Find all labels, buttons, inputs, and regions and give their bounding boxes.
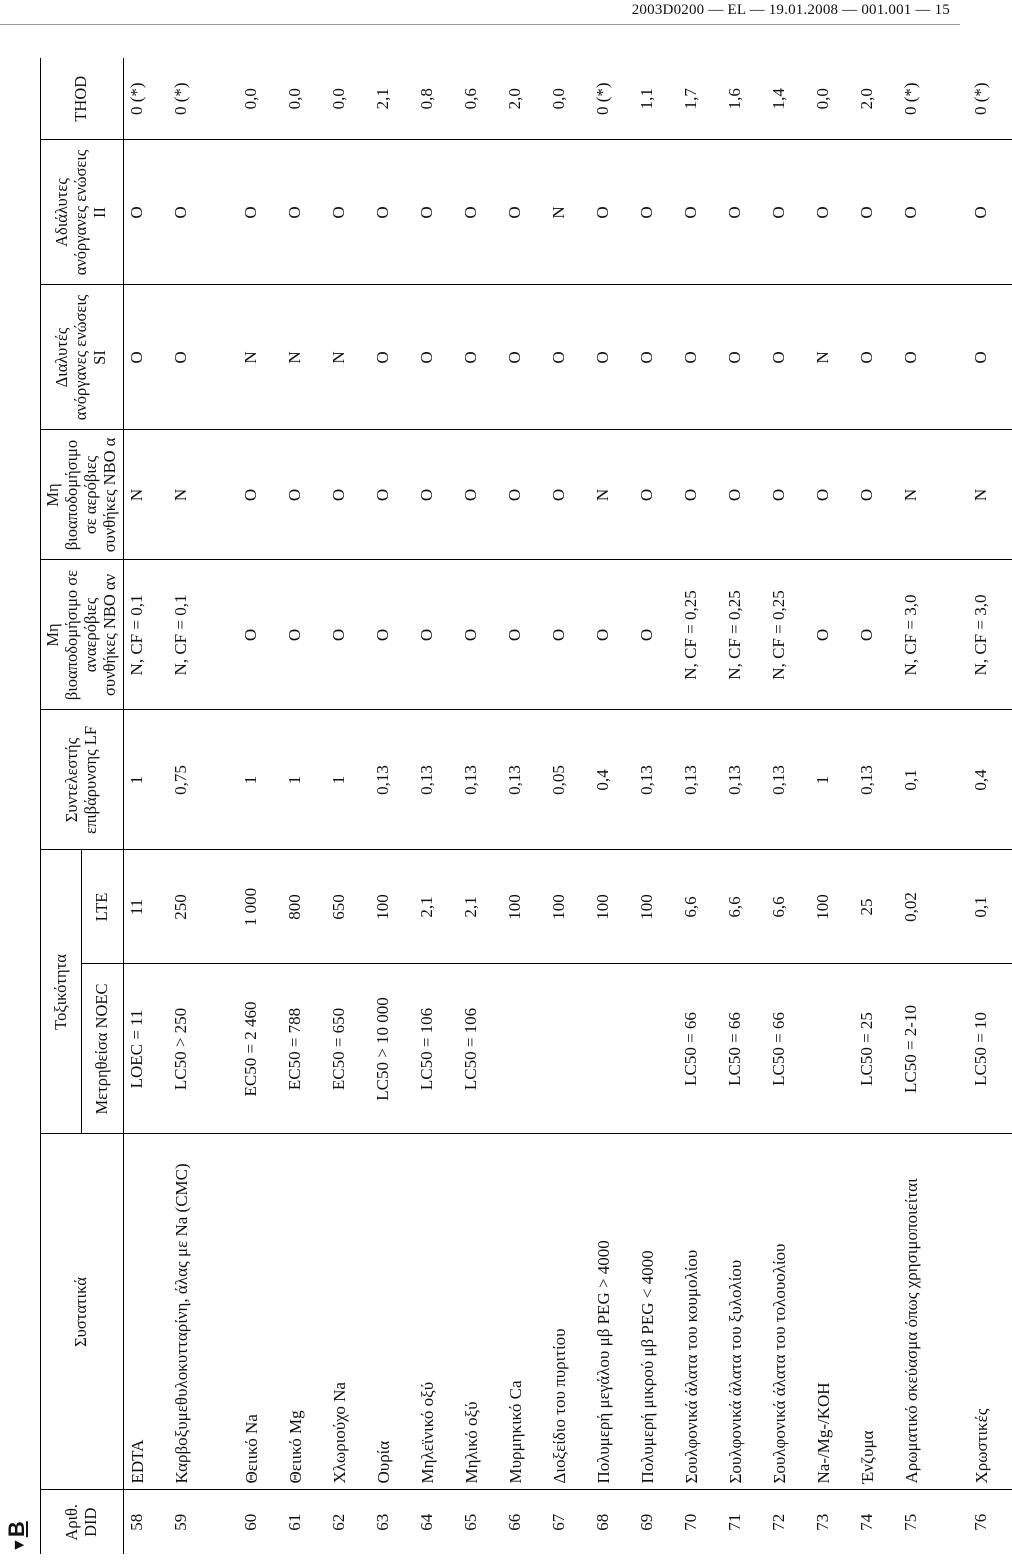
row-nbo-a: O: [238, 430, 282, 560]
row-nbo-a: O: [326, 430, 370, 560]
row-lte: 650: [326, 850, 370, 964]
row-nbo-an: O: [326, 560, 370, 710]
header-si: Διαλυτές ανόργανες ενώσεις SI: [41, 285, 124, 430]
row-lte: 0,02: [898, 850, 968, 964]
row-lte: 2,1: [414, 850, 458, 964]
row-did: 59: [170, 1513, 190, 1531]
row-lte: 2,1: [458, 850, 502, 964]
row-lf: 0,13: [634, 710, 678, 850]
row-nbo-a: N: [968, 430, 1012, 560]
table-row: [546, 58, 590, 1554]
row-lte: 800: [282, 850, 326, 964]
row-nbo-an: N, CF = 0,25: [766, 560, 810, 710]
row-ingredient: Ουρία: [370, 1134, 414, 1490]
row-did: 76: [970, 1513, 990, 1531]
table-row: [766, 58, 810, 1554]
row-lf: 0,1: [898, 710, 968, 850]
row-thod: 0 (*): [123, 58, 168, 140]
row-lf: 1: [123, 710, 168, 850]
row-nbo-an: O: [238, 560, 282, 710]
row-ingredient: Σουλφονικά άλατα του κουμολίου: [678, 1134, 722, 1490]
row-measured-noec: LC50 > 250: [168, 964, 238, 1134]
row-lf: 0,4: [590, 710, 634, 850]
row-thod: 0,0: [238, 58, 282, 140]
row-measured-noec: LC50 = 2-10: [898, 964, 968, 1134]
row-ingredient: Na-/Mg-/KOH: [810, 1134, 854, 1490]
marker-label: B: [4, 1521, 29, 1538]
table-row: [968, 58, 1012, 1554]
row-si: N: [326, 285, 370, 430]
row-measured-noec: LC50 = 106: [458, 964, 502, 1134]
row-si: O: [898, 285, 968, 430]
row-lf: 0,05: [546, 710, 590, 850]
row-nbo-a: O: [854, 430, 898, 560]
row-measured-noec: EC50 = 788: [282, 964, 326, 1134]
row-did: 71: [724, 1513, 744, 1531]
row-nbo-a: O: [634, 430, 678, 560]
row-lf: 1: [810, 710, 854, 850]
row-nbo-an: O: [414, 560, 458, 710]
row-ii: N: [546, 140, 590, 285]
row-lte: 0,1: [968, 850, 1012, 964]
toxicity-table: [40, 58, 1012, 1554]
row-si: O: [590, 285, 634, 430]
row-nbo-a: O: [502, 430, 546, 560]
row-measured-noec: LC50 = 25: [854, 964, 898, 1134]
row-si: O: [634, 285, 678, 430]
row-nbo-an: O: [546, 560, 590, 710]
row-did: 68: [592, 1513, 612, 1531]
row-si: O: [123, 285, 168, 430]
row-si: O: [766, 285, 810, 430]
row-thod: 0,0: [810, 58, 854, 140]
row-lte: 6,6: [722, 850, 766, 964]
row-ii: O: [123, 140, 168, 285]
row-lte: 100: [634, 850, 678, 964]
row-thod: 1,4: [766, 58, 810, 140]
row-nbo-an: O: [854, 560, 898, 710]
row-lf: 0,13: [854, 710, 898, 850]
row-measured-noec: LC50 = 66: [678, 964, 722, 1134]
row-measured-noec: LC50 = 106: [414, 964, 458, 1134]
row-did: 72: [768, 1513, 788, 1531]
row-lte: 100: [546, 850, 590, 964]
row-lte: 1 000: [238, 850, 282, 964]
row-nbo-a: O: [766, 430, 810, 560]
row-ingredient: Χλωριούχο Na: [326, 1134, 370, 1490]
row-did: 74: [856, 1513, 876, 1531]
row-ingredient: Αρωματικό σκεύασμα όπως χρησιμοποιείται: [898, 1134, 968, 1490]
row-lf: 1: [326, 710, 370, 850]
header-measured-noec: Μετρηθείσα NOEC: [82, 964, 123, 1134]
row-ii: O: [854, 140, 898, 285]
row-lf: 1: [238, 710, 282, 850]
row-lf: 0,13: [678, 710, 722, 850]
row-ingredient: Πολυμερή μικρού μβ PEG < 4000: [634, 1134, 678, 1490]
header-ingredient: Συστατικά: [41, 1134, 124, 1490]
row-measured-noec: LC50 = 10: [968, 964, 1012, 1134]
row-measured-noec: EC50 = 2 460: [238, 964, 282, 1134]
row-did: 73: [812, 1513, 832, 1531]
row-ingredient: Σουλφονικά άλατα του ξυλολίου: [722, 1134, 766, 1490]
row-nbo-a: N: [168, 430, 238, 560]
table-row: [238, 58, 282, 1554]
row-si: O: [546, 285, 590, 430]
row-nbo-a: N: [590, 430, 634, 560]
header-lf: Συντελεστής επιβάρυνσης LF: [41, 710, 124, 850]
row-did: 58: [126, 1513, 146, 1531]
row-si: O: [854, 285, 898, 430]
row-nbo-an: O: [634, 560, 678, 710]
header-rule: [0, 24, 960, 25]
row-nbo-a: N: [898, 430, 968, 560]
row-did: 65: [460, 1513, 480, 1531]
row-ii: O: [678, 140, 722, 285]
row-ii: O: [326, 140, 370, 285]
row-nbo-a: O: [678, 430, 722, 560]
row-nbo-a: O: [282, 430, 326, 560]
row-ingredient: Καρβοξυμεθυλοκυτταρίνη, άλας με Na (CMC): [168, 1134, 238, 1490]
row-nbo-an: O: [282, 560, 326, 710]
row-thod: 0,0: [546, 58, 590, 140]
row-did: 63: [372, 1513, 392, 1531]
header-lte: LTE: [82, 850, 123, 964]
row-ingredient: Θειικό Na: [238, 1134, 282, 1490]
row-lte: 6,6: [678, 850, 722, 964]
row-lf: 0,13: [766, 710, 810, 850]
row-measured-noec: EC50 = 650: [326, 964, 370, 1134]
row-ii: O: [722, 140, 766, 285]
row-thod: 0 (*): [168, 58, 238, 140]
row-thod: 0,8: [414, 58, 458, 140]
table-row: [634, 58, 678, 1554]
row-ii: O: [370, 140, 414, 285]
row-ii: O: [168, 140, 238, 285]
row-measured-noec: LC50 > 10 000: [370, 964, 414, 1134]
row-ingredient: EDTA: [123, 1134, 168, 1490]
row-thod: 2,0: [854, 58, 898, 140]
row-lf: 1: [282, 710, 326, 850]
row-si: O: [414, 285, 458, 430]
row-nbo-an: N, CF = 0,25: [722, 560, 766, 710]
table-row: [168, 58, 238, 1554]
row-thod: 0,0: [326, 58, 370, 140]
row-ii: O: [968, 140, 1012, 285]
row-thod: 0 (*): [898, 58, 968, 140]
row-nbo-an: O: [502, 560, 546, 710]
row-nbo-an: O: [458, 560, 502, 710]
row-did: 64: [416, 1513, 436, 1531]
row-measured-noec: [634, 964, 678, 1134]
row-lte: 100: [502, 850, 546, 964]
row-thod: 1,6: [722, 58, 766, 140]
table-row: [810, 58, 854, 1554]
row-did: 67: [548, 1513, 568, 1531]
table-row: [590, 58, 634, 1554]
row-ii: O: [634, 140, 678, 285]
row-ingredient: Διοξείδιο του πυριτίου: [546, 1134, 590, 1490]
row-si: O: [678, 285, 722, 430]
row-ii: O: [282, 140, 326, 285]
row-measured-noec: LOEC = 11: [123, 964, 168, 1134]
row-measured-noec: [502, 964, 546, 1134]
row-nbo-an: N, CF = 3,0: [898, 560, 968, 710]
row-lte: 25: [854, 850, 898, 964]
row-nbo-a: O: [458, 430, 502, 560]
row-lte: 100: [370, 850, 414, 964]
row-si: O: [722, 285, 766, 430]
row-did: 66: [504, 1513, 524, 1531]
header-did: Αριθ. DID: [41, 1490, 124, 1554]
table-row: [678, 58, 722, 1554]
row-thod: 2,0: [502, 58, 546, 140]
row-thod: 0 (*): [968, 58, 1012, 140]
row-ii: O: [766, 140, 810, 285]
row-lte: 11: [123, 850, 168, 964]
row-si: N: [238, 285, 282, 430]
table-row: [326, 58, 370, 1554]
amendment-marker: [4, 1473, 28, 1553]
row-lf: 0,75: [168, 710, 238, 850]
row-lf: 0,13: [722, 710, 766, 850]
row-measured-noec: [810, 964, 854, 1134]
row-lf: 0,4: [968, 710, 1012, 850]
row-ingredient: Πολυμερή μεγάλου μβ PEG > 4000: [590, 1134, 634, 1490]
row-nbo-an: N, CF = 0,1: [168, 560, 238, 710]
row-thod: 1,7: [678, 58, 722, 140]
row-nbo-a: O: [722, 430, 766, 560]
header-nbo-an: Μη βιοαποδομήσιμο σε αναερόβιες συνθήκες NBO αν: [41, 560, 124, 710]
toxicity-table-container: [40, 58, 991, 1554]
row-thod: 0 (*): [590, 58, 634, 140]
row-did: 61: [284, 1513, 304, 1531]
row-si: O: [502, 285, 546, 430]
row-lte: 250: [168, 850, 238, 964]
row-nbo-an: O: [370, 560, 414, 710]
row-nbo-an: O: [810, 560, 854, 710]
row-measured-noec: [546, 964, 590, 1134]
row-nbo-a: O: [414, 430, 458, 560]
row-ii: O: [898, 140, 968, 285]
row-lte: 6,6: [766, 850, 810, 964]
row-nbo-an: N, CF = 3,0: [968, 560, 1012, 710]
row-nbo-a: O: [546, 430, 590, 560]
header-toxicity: Τοξικότητα: [41, 850, 82, 1134]
table-row: [898, 58, 968, 1554]
row-si: O: [458, 285, 502, 430]
row-ingredient: Μηλεϊνικό οξύ: [414, 1134, 458, 1490]
row-si: O: [168, 285, 238, 430]
table-row: [282, 58, 326, 1554]
row-lf: 0,13: [370, 710, 414, 850]
row-nbo-a: N: [123, 430, 168, 560]
row-lf: 0,13: [502, 710, 546, 850]
row-ingredient: Θειικό Mg: [282, 1134, 326, 1490]
row-ii: O: [414, 140, 458, 285]
table-row: [722, 58, 766, 1554]
row-lf: 0,13: [414, 710, 458, 850]
row-measured-noec: LC50 = 66: [766, 964, 810, 1134]
table-row: [123, 58, 168, 1554]
row-measured-noec: LC50 = 66: [722, 964, 766, 1134]
row-thod: 1,1: [634, 58, 678, 140]
row-si: N: [282, 285, 326, 430]
row-thod: 0,6: [458, 58, 502, 140]
table-row: [458, 58, 502, 1554]
row-nbo-an: N, CF = 0,25: [678, 560, 722, 710]
table-row: [370, 58, 414, 1554]
row-nbo-an: N, CF = 0,1: [123, 560, 168, 710]
row-ingredient: Ένζυμα: [854, 1134, 898, 1490]
header-ii: Αδιάλυτες ανόργανες ενώσεις II: [41, 140, 124, 285]
triangle-marker-icon: ▼: [11, 1537, 28, 1553]
row-did: 62: [328, 1513, 348, 1531]
row-did: 69: [636, 1513, 656, 1531]
row-thod: 2,1: [370, 58, 414, 140]
row-ingredient: Μυρμηκικό Ca: [502, 1134, 546, 1490]
row-did: 70: [680, 1513, 700, 1531]
row-lte: 100: [590, 850, 634, 964]
row-nbo-an: O: [590, 560, 634, 710]
row-ingredient: Μηλικό οξύ: [458, 1134, 502, 1490]
row-si: N: [810, 285, 854, 430]
row-lte: 100: [810, 850, 854, 964]
row-measured-noec: [590, 964, 634, 1134]
row-nbo-a: O: [810, 430, 854, 560]
row-ingredient: Χρωστικές: [968, 1134, 1012, 1490]
row-did: 60: [240, 1513, 260, 1531]
table-row: [502, 58, 546, 1554]
table-row: [414, 58, 458, 1554]
row-si: O: [370, 285, 414, 430]
header-thod: THOD: [41, 58, 124, 140]
header-nbo-a: Μη βιοαποδομήσιμο σε αερόβιες συνθήκες NBO α: [41, 430, 124, 560]
row-ii: O: [238, 140, 282, 285]
page-header-reference: 2003D0200 — EL — 19.01.2008 — 001.001 — 15: [631, 2, 950, 18]
row-thod: 0,0: [282, 58, 326, 140]
table-row: [854, 58, 898, 1554]
row-did: 75: [900, 1513, 920, 1531]
row-lf: 0,13: [458, 710, 502, 850]
row-ii: O: [502, 140, 546, 285]
row-ingredient: Σουλφονικά άλατα του τολουολίου: [766, 1134, 810, 1490]
row-ii: O: [590, 140, 634, 285]
row-ii: O: [458, 140, 502, 285]
row-si: O: [968, 285, 1012, 430]
row-nbo-a: O: [370, 430, 414, 560]
row-ii: O: [810, 140, 854, 285]
